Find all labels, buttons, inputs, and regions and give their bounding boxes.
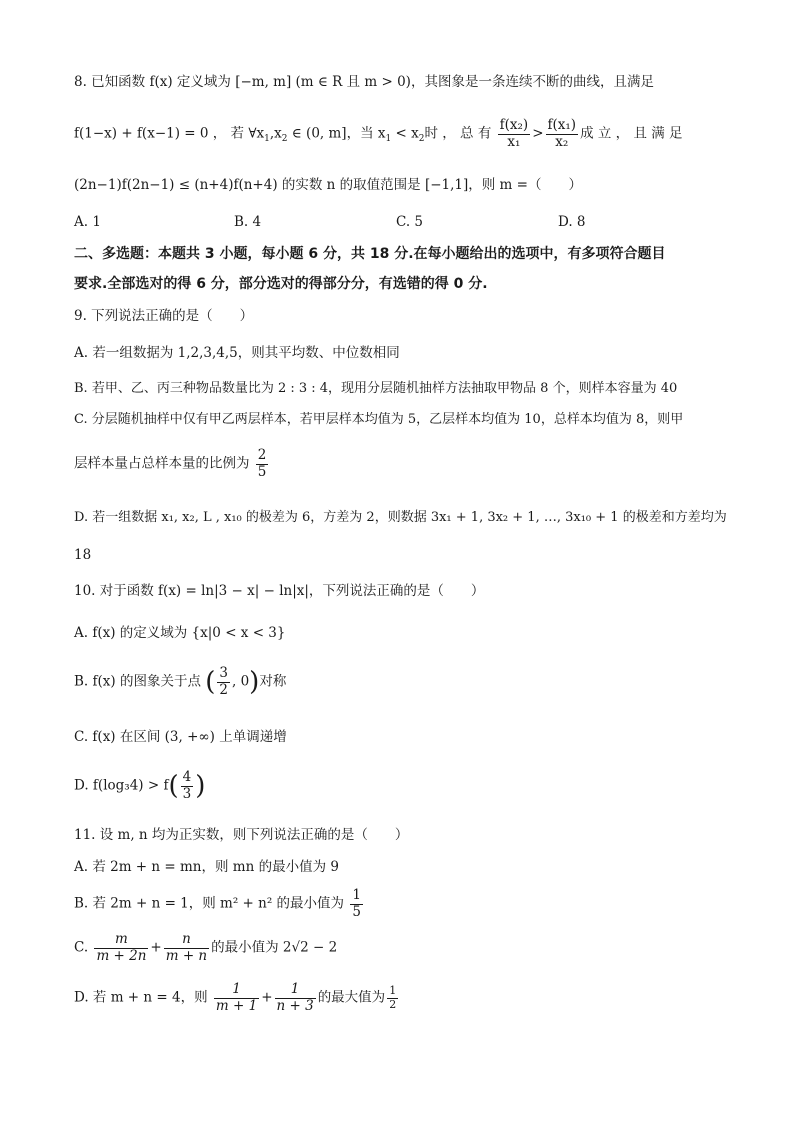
q8-fraction-2: $\frac{\text{f(x₁)}}{\text{x₂}}$ <box>547 117 577 150</box>
q10-option-d-fraction: $\frac{4}{3}$ <box>182 769 192 802</box>
q11-option-b <box>74 888 724 920</box>
q11-option-c-fraction-2: $\frac{n}{m + n}$ <box>165 931 208 964</box>
q10-option-b-coord: , 0 <box>232 673 250 690</box>
q9-option-d-line1: D. 若一组数据 x₁, x₂, L , x₁₀ 的极差为 6，方差为 2，则数据 3x₁ + 1, 3x₂ + 1, …, 3x₁₀ + 1 的极差和方差均为 <box>74 510 727 525</box>
q11-option-b-text: B. 若 2m + n = 1，则 m² + n² 的最小值为 <box>74 895 345 912</box>
q11-option-a: A. 若 2m + n = mn，则 mn 的最小值为 9 <box>74 859 339 875</box>
q11-option-d-fraction-1: $\frac{1}{m + 1}$ <box>215 981 258 1014</box>
q9-option-c-line2 <box>74 448 724 480</box>
q10-option-a: A. f(x) 的定义域为 {x|0 < x < 3} <box>74 625 286 641</box>
q10-option-b-fraction: $\frac{3}{2}$ <box>219 665 228 698</box>
q10-option-c: C. f(x) 在区间 (3, +∞) 上单调递增 <box>74 729 287 745</box>
q10-stem: 10. 对于函数 f(x) = ln|3 − x| − ln|x|，下列说法正确的是（ ） <box>74 583 485 599</box>
section2-heading-line1: 二、多选题：本题共 3 小题，每小题 6 分，共 18 分.在每小题给出的选项中，有多项符合题目 <box>74 246 666 262</box>
q8-line2-c: 时 ， 总 有 <box>424 125 492 142</box>
q11-option-d-fraction-2: $\frac{1}{n + 3}$ <box>276 981 314 1014</box>
q8-option-b: B. 4 <box>234 214 262 230</box>
q9-option-c-line1: C. 分层随机抽样中仅有甲乙两层样本，若甲层样本均值为 5，乙层样本均值为 10，总样本均值为 8，则甲 <box>74 412 684 427</box>
q11-option-d-suffix: 的最大值为 <box>317 989 386 1006</box>
q10-option-b-suffix: 对称 <box>259 673 287 690</box>
q10-option-b-text: B. f(x) 的图象关于点 <box>74 673 201 690</box>
q8-option-c: C. 5 <box>396 214 424 230</box>
q9-option-a: A. 若一组数据为 1,2,3,4,5，则其平均数、中位数相同 <box>74 345 400 361</box>
q11-option-c <box>74 932 724 964</box>
q9-option-c-text: 层样本量占总样本量的比例为 <box>74 455 250 472</box>
q11-option-c-label: C. <box>74 939 89 956</box>
q8-line2-b: ，当 x <box>346 125 386 142</box>
q10-option-d-text: D. f(log₃4) > f <box>74 777 169 794</box>
q11-option-d-plus: + <box>261 989 273 1006</box>
q8-option-d: D. 8 <box>558 214 586 230</box>
q8-line2-d: 成 立 ， 且 满 足 <box>580 125 683 142</box>
q11-option-d-result-fraction: $\frac{1}{2}$ <box>389 983 397 1011</box>
q11-option-c-plus: + <box>150 939 162 956</box>
q11-stem: 11. 设 m, n 均为正实数，则下列说法正确的是（ ） <box>74 827 409 843</box>
q8-line2-a: f(1−x) + f(x−1) = 0 ， 若 ∀x <box>74 125 265 142</box>
q11-option-c-text: 的最小值为 2√2 − 2 <box>211 939 338 956</box>
q8-line1: 8. 已知函数 f(x) 定义域为 [−m, m] (m ∈ R 且 m > 0)，其图象是一条连续不断的曲线，且满足 <box>74 74 654 90</box>
q8-line3: (2n−1)f(2n−1) ≤ (n+4)f(n+4) 的实数 n 的取值范围是 [−1,1]，则 m =（ ） <box>74 177 582 193</box>
q11-option-b-fraction: $\frac{1}{5}$ <box>352 887 361 920</box>
q9-option-b: B. 若甲、乙、丙三种物品数量比为 2 : 3 : 4，现用分层随机抽样方法抽取甲物品 8 个，则样本容量为 40 <box>74 381 678 396</box>
q9-stem: 9. 下列说法正确的是（ ） <box>74 308 254 324</box>
q11-option-d-text: D. 若 m + n = 4，则 <box>74 989 208 1006</box>
section2-heading-line2: 要求.全部选对的得 6 分，部分选对的得部分分，有选错的得 0 分. <box>74 276 488 292</box>
q10-option-d: D. f(log₃4) > f( $\frac{4}{3}$ ) <box>74 769 206 802</box>
q10-option-b: B. f(x) 的图象关于点 ( $\frac{3}{2}$ , 0)对称 <box>74 665 287 698</box>
q9-option-d-line2: 18 <box>74 547 92 563</box>
q8-line2: f(1−x) + f(x−1) = 0 ， 若 $\forall x_1,x_2$ ∈ (0, m]，当 $x_1 < x_2$时 ， 总 有 $\frac{\text{f(x₂)}}{\text{x₁}}$ > $\frac{\text{f(x₁)}}{\text{x₂}}$ 成 立 ， 且 满 足 <box>74 117 683 150</box>
q8-option-a: A. 1 <box>74 214 101 230</box>
q8-fraction-1: $\frac{\text{f(x₂)}}{\text{x₁}}$ <box>499 117 529 150</box>
q11-option-d <box>74 982 724 1014</box>
q9-option-c-fraction: $\frac{2}{5}$ <box>257 447 267 480</box>
q11-option-c-fraction-1: $\frac{m}{m + 2n}$ <box>96 931 147 964</box>
